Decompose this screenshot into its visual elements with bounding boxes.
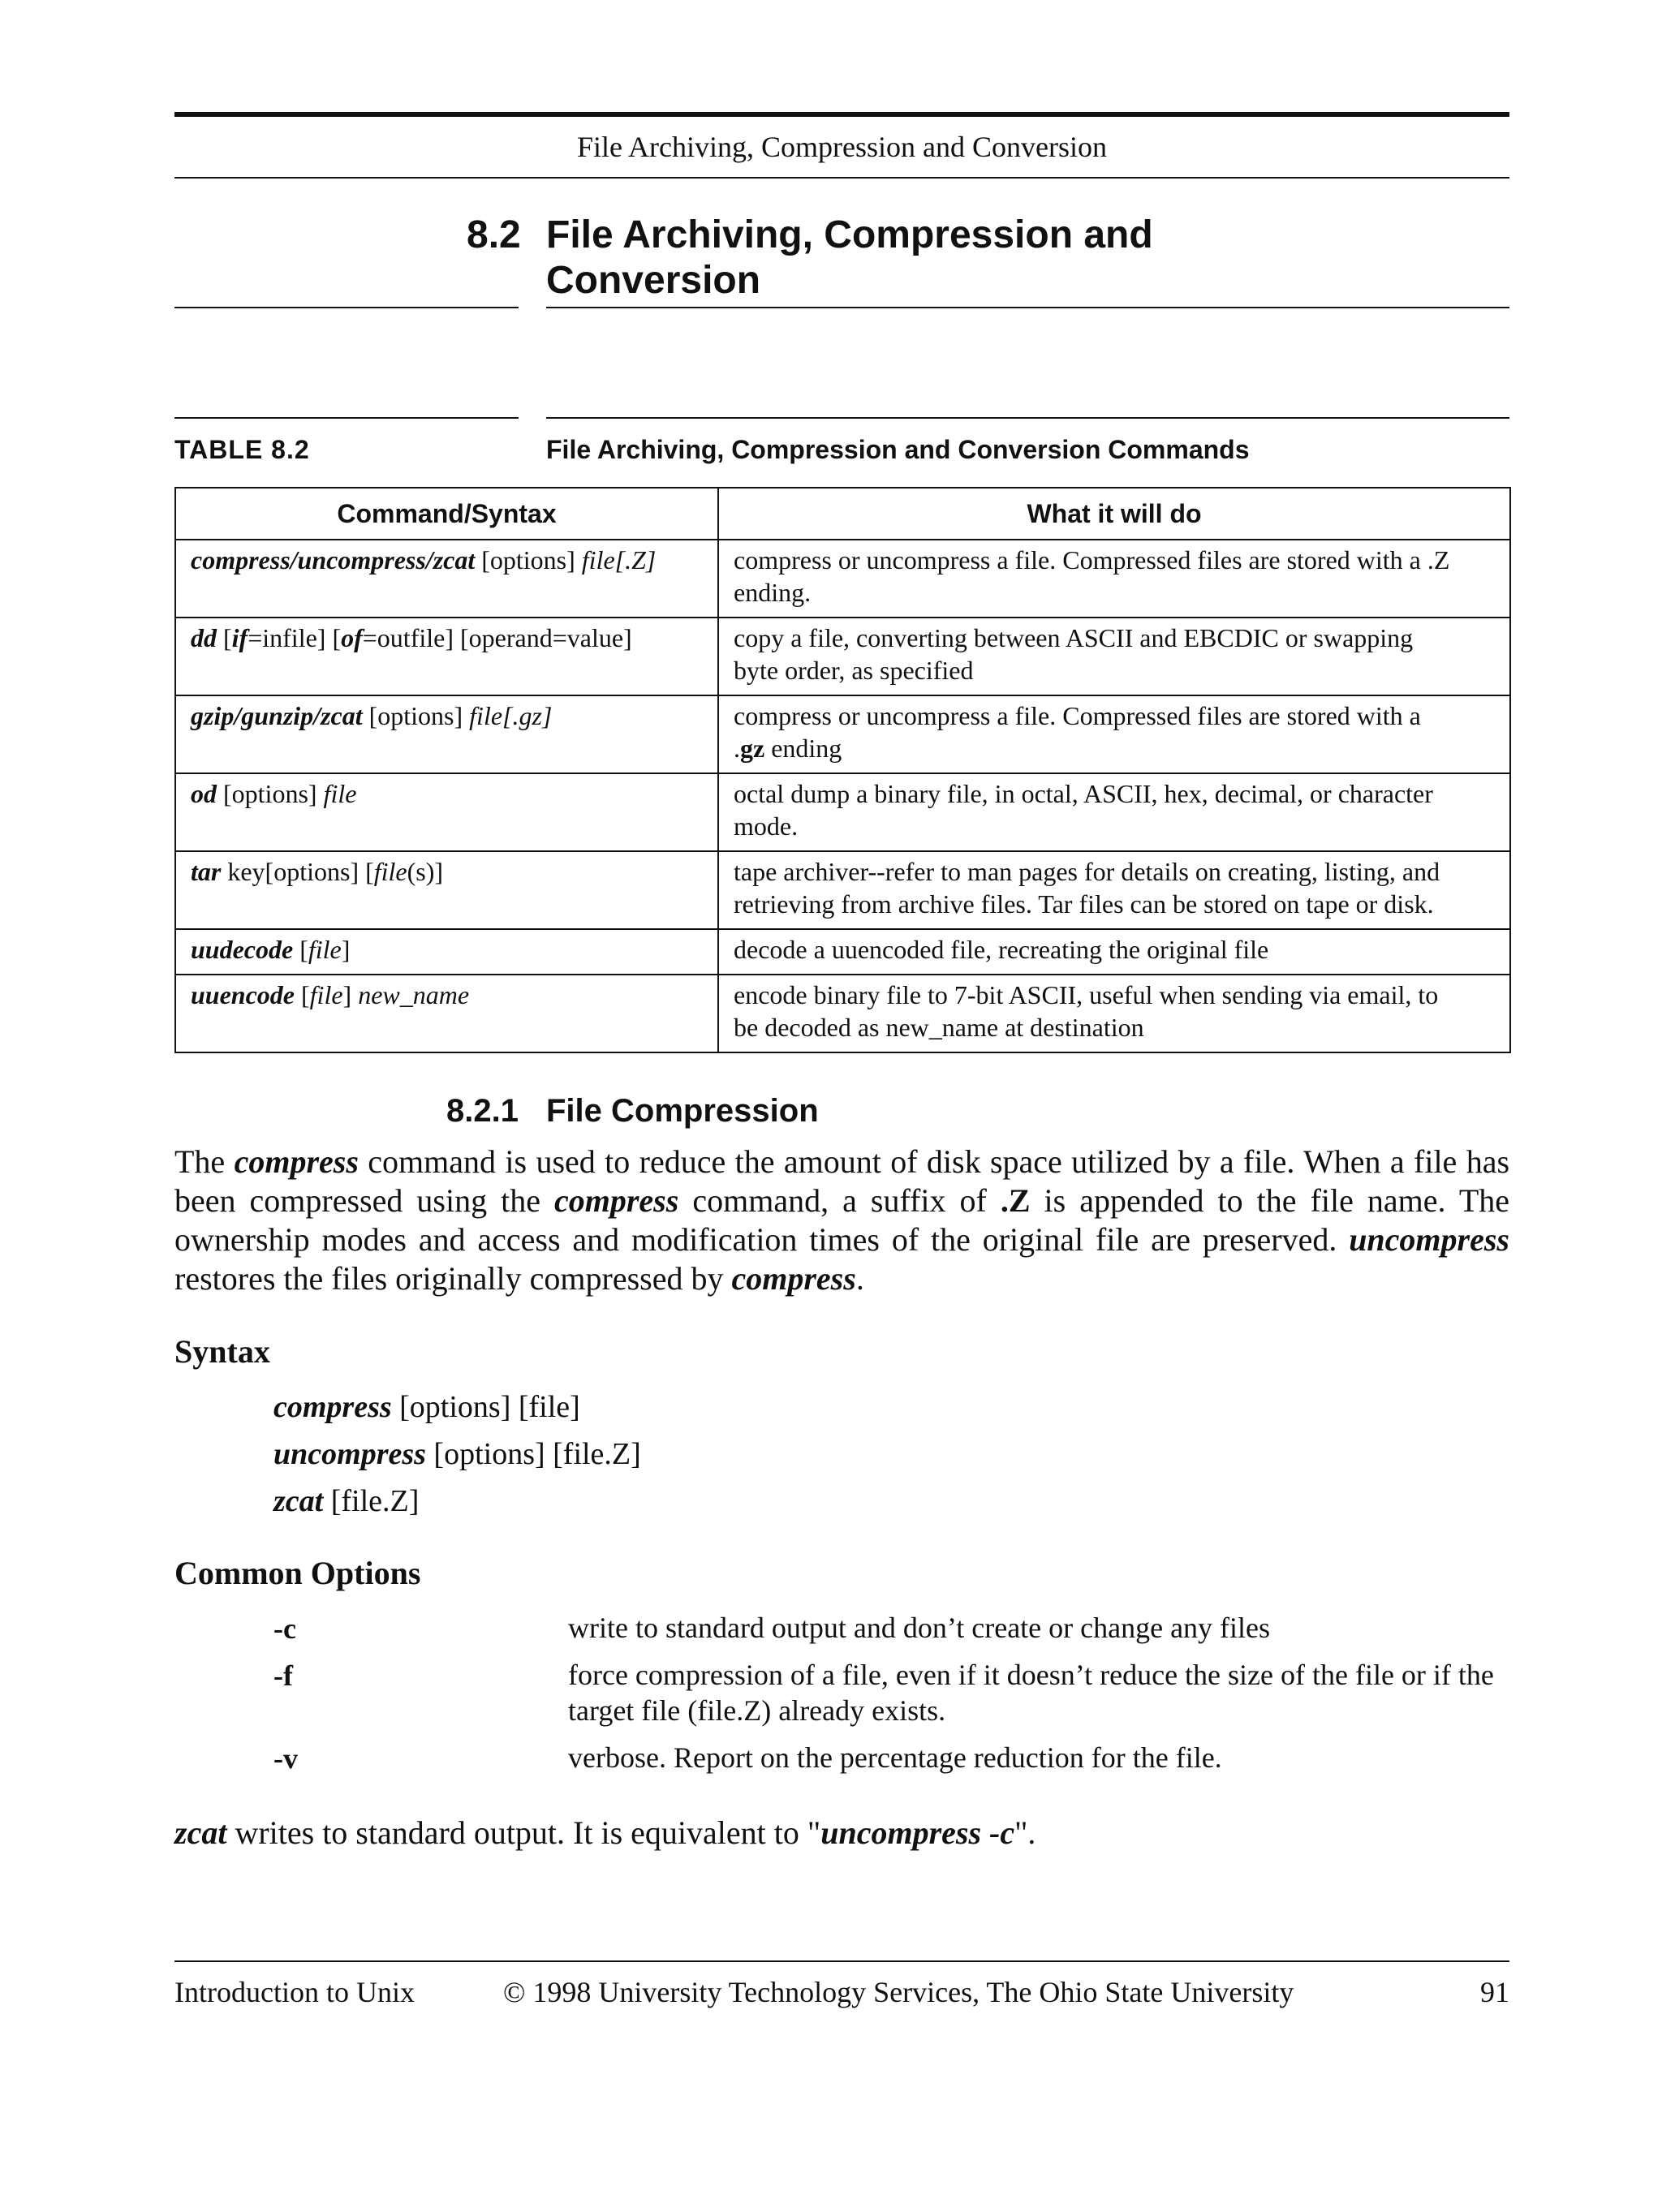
running-header: File Archiving, Compression and Conversion (577, 131, 1107, 163)
table-row (175, 851, 1510, 929)
page-number: 91 (1480, 1976, 1509, 2008)
command-args: [options] (217, 779, 324, 808)
command-name: tar (191, 857, 222, 886)
header-top-rule (174, 112, 1509, 117)
command-name: uudecode (191, 935, 294, 964)
command-name: uuencode (191, 980, 295, 1009)
description-cell (718, 851, 1510, 929)
command-ref: uncompress (1349, 1221, 1509, 1258)
command-operand-of: of (341, 623, 363, 652)
closing-text: ". (1014, 1814, 1036, 1851)
table-header-row (175, 488, 1510, 540)
column-header-command: Command/Syntax (175, 488, 718, 540)
section-title-line1: File Archiving, Compression and (546, 213, 1153, 256)
command-args: [ (293, 935, 308, 964)
caption-rule-right (546, 417, 1509, 419)
commands-table (174, 487, 1511, 1053)
description-line: copy a file, converting between ASCII and EBCDIC or swapping (734, 623, 1414, 652)
section-title (546, 213, 1277, 303)
description-line: byte order, as specified (734, 656, 974, 685)
description-cell (718, 540, 1510, 618)
syntax-args: [options] [file.Z] (425, 1437, 641, 1471)
description-line: be decoded as new_name at destination (734, 1013, 1144, 1042)
closing-sentence (174, 1814, 1036, 1852)
description-line: compress or uncompress a file. Compressed files are stored with a (734, 701, 1421, 730)
description-cell (718, 975, 1510, 1052)
suffix-ref: .Z (1000, 1182, 1031, 1219)
description-line (734, 732, 1495, 764)
command-args: ] (341, 935, 351, 964)
header-bottom-rule (174, 177, 1509, 179)
body-paragraph (174, 1143, 1509, 1298)
table-row (175, 929, 1510, 975)
table-title: File Archiving, Compression and Conversion Commands (546, 435, 1250, 464)
table-row (175, 618, 1510, 695)
command-name: compress/uncompress/zcat (191, 545, 476, 575)
command-name: dd (191, 623, 217, 652)
paragraph-text: command, a suffix of (678, 1182, 1001, 1219)
subsection-title: File Compression (546, 1093, 819, 1129)
command-args: [ (295, 980, 310, 1009)
command-args-italic: file (373, 857, 407, 886)
syntax-args: [options] [file] (391, 1390, 580, 1424)
command-args: key[options] [ (221, 857, 374, 886)
command-args-italic: new_name (358, 980, 470, 1009)
section-rule-right (546, 307, 1509, 308)
option-description: force compression of a file, even if it doesn’t reduce the size of the file or if the target file (file.Z) already exists. (568, 1659, 1494, 1727)
command-cell (175, 975, 718, 1052)
syntax-line (273, 1389, 580, 1425)
command-args: =outfile] [operand=value] (362, 623, 632, 652)
command-ref: uncompress -c (820, 1814, 1015, 1851)
subsection-number: 8.2.1 (446, 1093, 519, 1129)
command-args-italic: file (323, 779, 357, 808)
command-operand-if: if (231, 623, 248, 652)
command-ref: zcat (174, 1814, 227, 1851)
section-title-line2: Conversion (546, 259, 761, 302)
paragraph-text: command is used to reduce the amount of disk space utilized by a file. When a file has been compressed using the (174, 1143, 1510, 1219)
syntax-args: [file.Z] (323, 1484, 420, 1518)
syntax-line (273, 1483, 419, 1519)
description-line: encode binary file to 7-bit ASCII, useful when sending via email, to (734, 980, 1439, 1009)
command-args-italic: file (308, 935, 342, 964)
description-text: . (734, 734, 740, 763)
description-cell (718, 695, 1510, 773)
paragraph-text: The (174, 1143, 235, 1180)
description-line: mode. (734, 811, 799, 841)
table-label: TABLE 8.2 (174, 435, 310, 464)
paragraph-text: . (855, 1260, 864, 1297)
command-args-italic: file[.Z] (581, 545, 657, 575)
paragraph-text: restores the files originally compressed by (174, 1260, 732, 1297)
command-args: (s)] (407, 857, 444, 886)
table-row (175, 695, 1510, 773)
command-name: gzip/gunzip/zcat (191, 701, 363, 730)
options-heading: Common Options (174, 1555, 421, 1591)
section-number: 8.2 (467, 213, 521, 256)
paragraph-text: is appended to the file name. The ownership modes and access and modification times of the original file are preserved. (174, 1182, 1510, 1258)
command-cell (175, 618, 718, 695)
syntax-heading: Syntax (174, 1333, 270, 1370)
option-description: write to standard output and don’t create or change any files (568, 1612, 1271, 1644)
description-cell (718, 773, 1510, 851)
command-args-italic: file (309, 980, 343, 1009)
description-text: ending (764, 734, 842, 763)
syntax-command: zcat (273, 1484, 324, 1518)
option-flag: -c (273, 1612, 296, 1645)
column-header-description: What it will do (718, 488, 1510, 540)
description-cell (718, 618, 1510, 695)
description-line: octal dump a binary file, in octal, ASCII, hex, decimal, or character (734, 779, 1433, 808)
command-cell (175, 851, 718, 929)
description-line: ending. (734, 578, 812, 607)
description-line: compress or uncompress a file. Compressed files are stored with a .Z (734, 545, 1450, 575)
description-line: decode a uuencoded file, recreating the original file (734, 935, 1269, 964)
option-flag: -v (273, 1742, 298, 1775)
command-args-italic: file[.gz] (469, 701, 553, 730)
table-row (175, 540, 1510, 618)
section-rule-left (174, 307, 519, 308)
description-line: tape archiver--refer to man pages for details on creating, listing, and (734, 857, 1440, 886)
option-description: verbose. Report on the percentage reduction for the file. (568, 1741, 1222, 1774)
caption-rule-left (174, 417, 519, 419)
option-flag: -f (273, 1659, 293, 1692)
description-cell (718, 929, 1510, 975)
command-args: [ (217, 623, 232, 652)
command-ref: compress (553, 1182, 679, 1219)
command-args: [options] (475, 545, 582, 575)
closing-text: writes to standard output. It is equivalent to " (226, 1814, 821, 1851)
command-cell (175, 695, 718, 773)
command-ref: compress (234, 1143, 359, 1180)
syntax-line (273, 1436, 641, 1472)
command-ref: compress (731, 1260, 856, 1297)
footer-copyright: © 1998 University Technology Services, The Ohio State University (503, 1976, 1294, 2008)
command-name: od (191, 779, 217, 808)
description-bold-suffix: gz (740, 734, 765, 763)
command-cell (175, 773, 718, 851)
description-line: retrieving from archive files. Tar files can be stored on tape or disk. (734, 889, 1434, 919)
footer-book-title: Introduction to Unix (174, 1976, 415, 2008)
table-row (175, 773, 1510, 851)
syntax-command: compress (273, 1390, 392, 1424)
command-args: [options] (362, 701, 470, 730)
command-args: ] (342, 980, 359, 1009)
footer-rule (174, 1960, 1509, 1962)
command-args: =infile] [ (248, 623, 342, 652)
command-cell (175, 540, 718, 618)
command-cell (175, 929, 718, 975)
syntax-command: uncompress (273, 1437, 426, 1471)
table-row (175, 975, 1510, 1052)
